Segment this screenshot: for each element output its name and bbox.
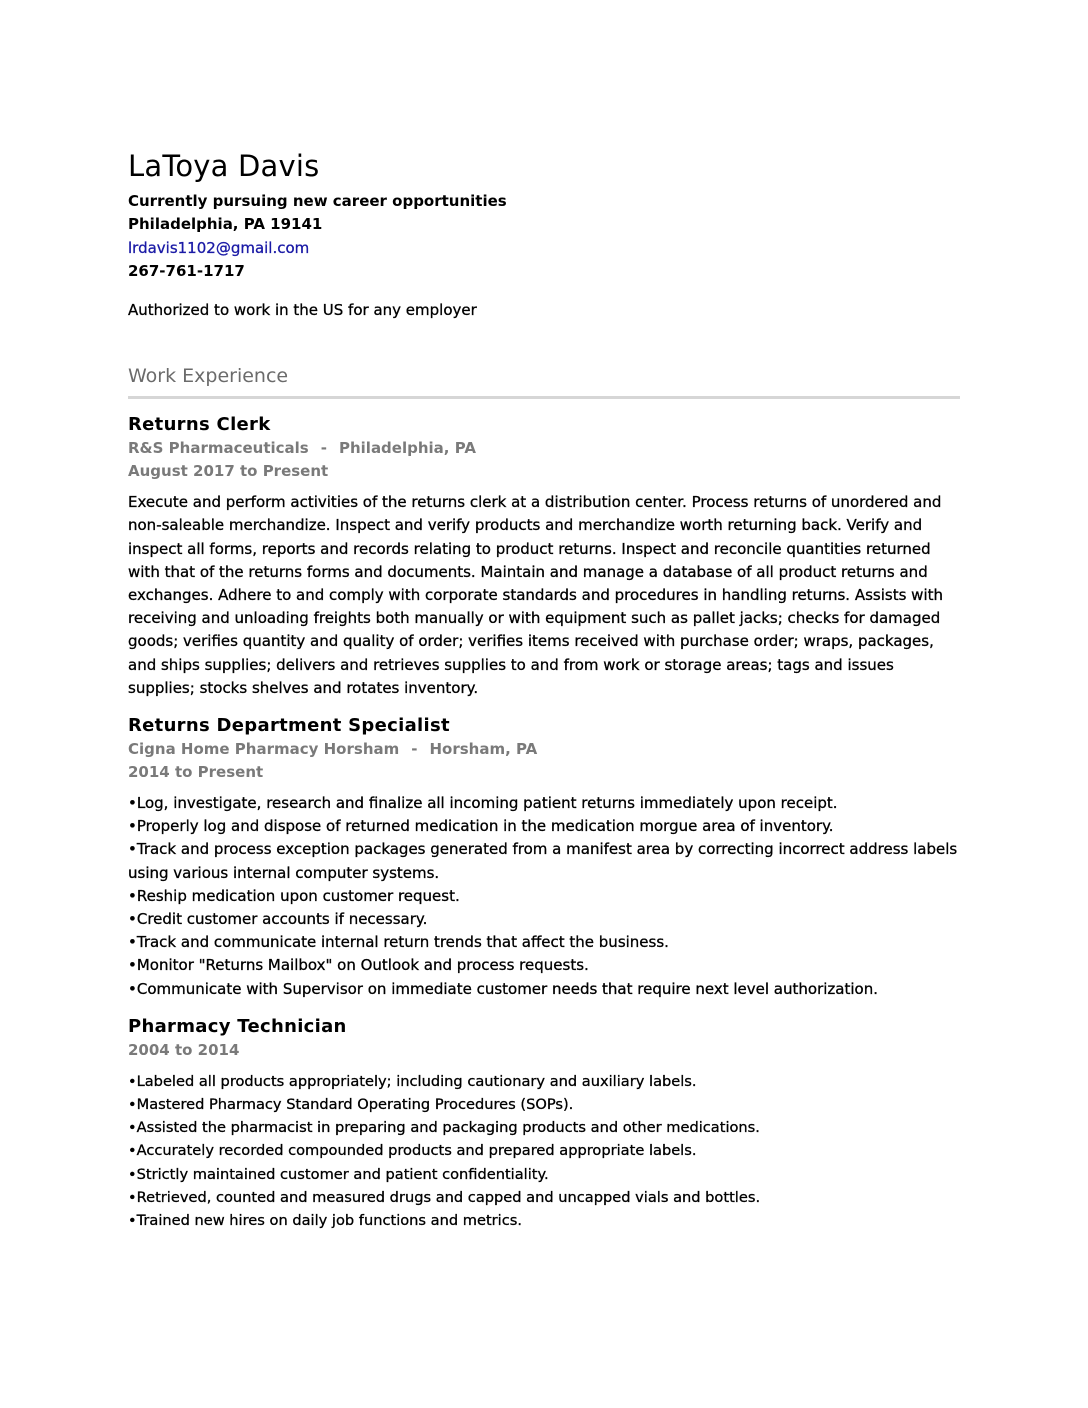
job-entry xyxy=(128,714,960,1001)
job-location: Horsham, PA xyxy=(429,740,538,759)
bullet-item: • Labeled all products appropriately; including cautionary and auxiliary labels. xyxy=(128,1070,960,1093)
phone-number: 267-761-1717 xyxy=(128,261,245,280)
bullet-item: • Track and communicate internal return trends that affect the business. xyxy=(128,931,960,954)
headline: Currently pursuing new career opportunities xyxy=(128,192,507,210)
job-company-line xyxy=(128,437,960,460)
bullet-item: • Properly log and dispose of returned medication in the medication morgue area of inventory. xyxy=(128,815,960,838)
job-description: Execute and perform activities of the returns clerk at a distribution center. Process returns of unordered and non-saleable merchandize. Inspect and verify products and merchandize worth returning back. Verify and inspect all forms, reports and records relating to product returns. Inspect and reconcile quantities returned with that of the returns forms and documents. Maintain and manage a database of all product returns and exchanges. Adhere to and comply with corporate standards and procedures in handling returns. Assists with receiving and unloading freights both manually or with equipment such as pallet jacks; checks for damaged goods; verifies quantity and quality of order; verifies items received with purchase order; wraps, packages, and ships supplies; delivers and retrieves supplies to and from work or storage areas; tags and issues supplies; stocks shelves and rotates inventory. xyxy=(128,493,943,697)
resume-page xyxy=(128,146,960,1232)
candidate-name: LaToya Davis xyxy=(128,149,320,183)
job-location: Philadelphia, PA xyxy=(338,439,476,458)
work-authorization: Authorized to work in the US for any employer xyxy=(128,301,477,320)
separator: - xyxy=(320,439,327,458)
bullet-item: • Track and process exception packages generated from a manifest area by correcting incorrect address labels using various internal computer systems. xyxy=(128,838,960,884)
company-name: R&S Pharmaceuticals xyxy=(128,439,309,458)
bullet-item: • Monitor "Returns Mailbox" on Outlook and process requests. xyxy=(128,954,960,977)
section-title-work-experience: Work Experience xyxy=(128,362,960,399)
job-bullets xyxy=(128,1070,960,1232)
job-company-line xyxy=(128,738,960,761)
bullet-item: • Strictly maintained customer and patient confidentiality. xyxy=(128,1163,960,1186)
job-dates: 2014 to Present xyxy=(128,763,264,782)
job-bullets xyxy=(128,792,960,1001)
job-title: Returns Clerk xyxy=(128,414,271,436)
bullet-item: • Retrieved, counted and measured drugs and capped and uncapped vials and bottles. xyxy=(128,1186,960,1209)
job-entry xyxy=(128,1015,960,1232)
email-link[interactable]: lrdavis1102@gmail.com xyxy=(128,238,310,257)
resume-header xyxy=(128,146,960,322)
bullet-item: • Assisted the pharmacist in preparing and packaging products and other medications. xyxy=(128,1116,960,1139)
separator: - xyxy=(411,740,418,759)
job-dates: August 2017 to Present xyxy=(128,462,329,481)
bullet-item: • Credit customer accounts if necessary. xyxy=(128,908,960,931)
bullet-item: • Log, investigate, research and finalize all incoming patient returns immediately upon receipt. xyxy=(128,792,960,815)
bullet-item: • Trained new hires on daily job functions and metrics. xyxy=(128,1209,960,1232)
location: Philadelphia, PA 19141 xyxy=(128,215,323,234)
bullet-item: • Mastered Pharmacy Standard Operating Procedures (SOPs). xyxy=(128,1093,960,1116)
job-dates: 2004 to 2014 xyxy=(128,1040,240,1059)
company-name: Cigna Home Pharmacy Horsham xyxy=(128,740,400,759)
bullet-item: • Communicate with Supervisor on immediate customer needs that require next level authorization. xyxy=(128,978,960,1001)
job-entry xyxy=(128,413,960,700)
job-title: Pharmacy Technician xyxy=(128,1015,347,1037)
bullet-item: • Accurately recorded compounded products and prepared appropriate labels. xyxy=(128,1139,960,1162)
job-title: Returns Department Specialist xyxy=(128,715,450,737)
bullet-item: • Reship medication upon customer request. xyxy=(128,885,960,908)
